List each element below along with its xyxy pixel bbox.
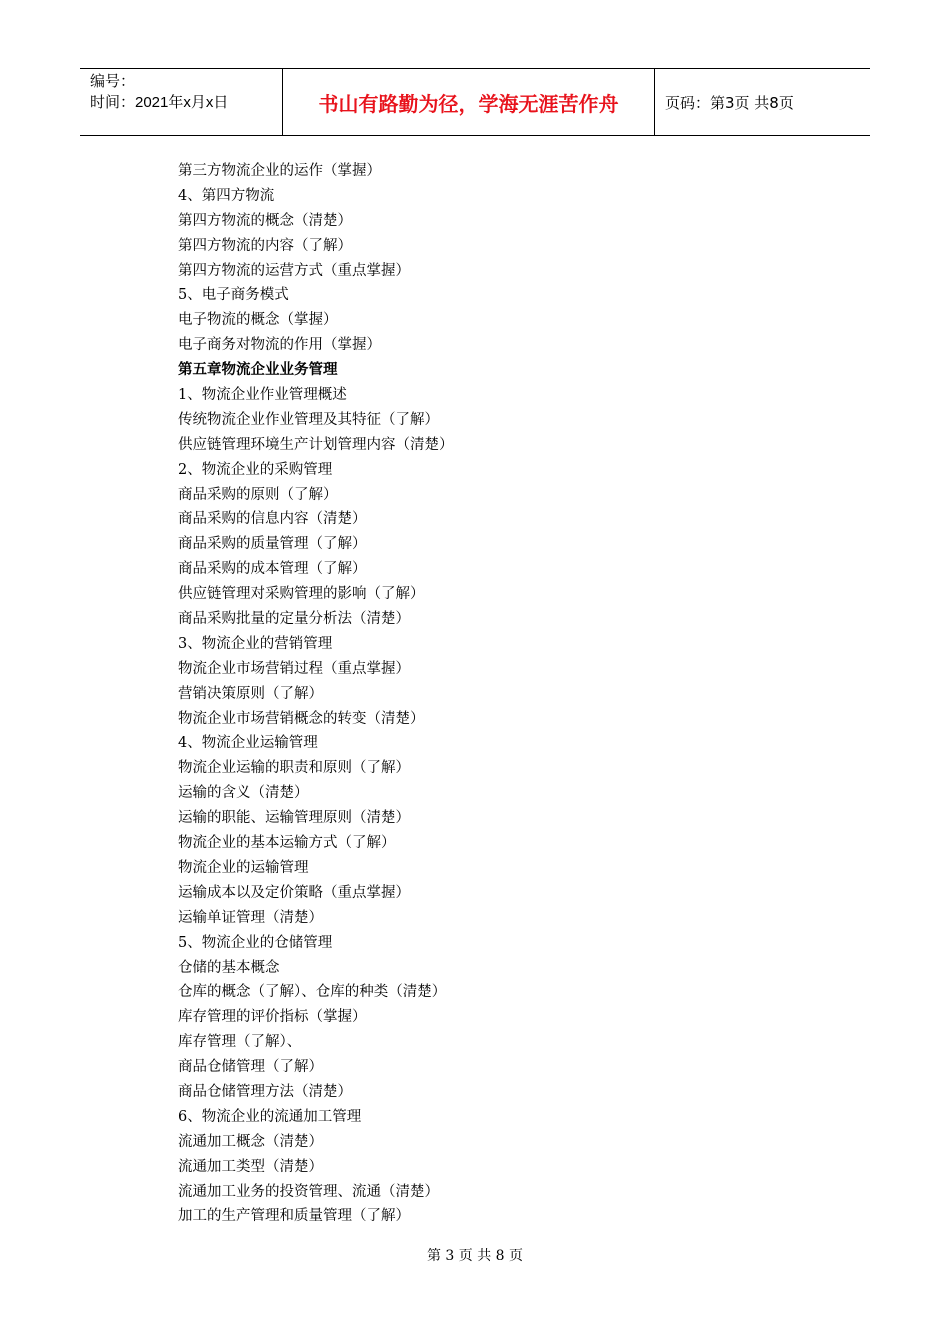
- outline-line: 运输的职能、运输管理原则（清楚）: [178, 810, 410, 827]
- outline-line: 第三方物流企业的运作（掌握）: [178, 163, 381, 179]
- header-meta: [90, 71, 228, 113]
- outline-line: 商品仓储管理方法（清楚）: [178, 1083, 352, 1100]
- outline-line: 2、物流企业的采购管理: [178, 461, 333, 478]
- outline-line: 库存管理（了解）、: [178, 1034, 302, 1051]
- outline-line: 1、物流企业作业管理概述: [178, 387, 347, 404]
- document-time-label: 时间：2021年x月x日: [90, 94, 229, 111]
- outline-line: 商品采购的信息内容（清楚）: [178, 511, 367, 528]
- outline-line: 6、物流企业的流通加工管理: [178, 1108, 362, 1125]
- outline-line: 物流企业运输的职责和原则（了解）: [178, 760, 410, 777]
- outline-line: 流通加工业务的投资管理、流通（清楚）: [178, 1183, 439, 1200]
- page-header: [80, 68, 870, 136]
- header-divider-right: [654, 69, 655, 135]
- outline-line: 物流企业市场营销概念的转变（清楚）: [178, 710, 425, 727]
- chapter-heading: 第五章物流企业业务管理: [178, 362, 338, 379]
- outline-line: 营销决策原则（了解）: [178, 685, 323, 702]
- outline-line: 商品仓储管理（了解）: [178, 1059, 323, 1076]
- outline-line: 4、物流企业运输管理: [178, 735, 318, 752]
- outline-line: 仓库的概念（了解）、仓库的种类（清楚）: [178, 984, 447, 1001]
- header-motto: 书山有路勤为径，学海无涯苦作舟: [318, 91, 619, 116]
- outline-line: 运输单证管理（清楚）: [178, 909, 323, 926]
- outline-line: 第四方物流的概念（清楚）: [178, 212, 352, 229]
- outline-line: 供应链管理对采购管理的影响（了解）: [178, 586, 425, 603]
- document-body: [178, 159, 454, 1229]
- outline-line: 库存管理的评价指标（掌握）: [178, 1009, 367, 1026]
- outline-line: 商品采购批量的定量分析法（清楚）: [178, 611, 410, 628]
- outline-line: 商品采购的质量管理（了解）: [178, 536, 367, 553]
- outline-line: 5、电子商务模式: [178, 287, 289, 304]
- outline-line: 供应链管理环境生产计划管理内容（清楚）: [178, 436, 454, 453]
- outline-line: 物流企业市场营销过程（重点掌握）: [178, 660, 410, 677]
- outline-line: 传统物流企业作业管理及其特征（了解）: [178, 411, 439, 428]
- outline-line: 5、物流企业的仓储管理: [178, 934, 333, 951]
- outline-line: 加工的生产管理和质量管理（了解）: [178, 1208, 410, 1225]
- outline-line: 流通加工概念（清楚）: [178, 1133, 323, 1150]
- header-page-info: 页码：第3页 共8页: [665, 93, 794, 112]
- outline-line: 运输成本以及定价策略（重点掌握）: [178, 884, 410, 901]
- outline-line: 第四方物流的运营方式（重点掌握）: [178, 262, 410, 279]
- outline-line: 4、第四方物流: [178, 187, 275, 204]
- outline-line: 3、物流企业的营销管理: [178, 635, 333, 652]
- outline-line: 商品采购的原则（了解）: [178, 486, 338, 503]
- outline-line: 运输的含义（清楚）: [178, 785, 309, 802]
- outline-line: 商品采购的成本管理（了解）: [178, 561, 367, 578]
- page-footer: 第 3 页 共 8 页: [426, 1248, 524, 1264]
- outline-line: 第四方物流的内容（了解）: [178, 237, 352, 254]
- outline-line: 物流企业的运输管理: [178, 859, 309, 876]
- outline-line: 电子商务对物流的作用（掌握）: [178, 337, 381, 354]
- document-number-label: 编号：: [90, 73, 136, 90]
- outline-line: 物流企业的基本运输方式（了解）: [178, 835, 396, 852]
- outline-line: 电子物流的概念（掌握）: [178, 312, 338, 329]
- outline-line: 流通加工类型（清楚）: [178, 1158, 323, 1175]
- outline-line: 仓储的基本概念: [178, 959, 280, 976]
